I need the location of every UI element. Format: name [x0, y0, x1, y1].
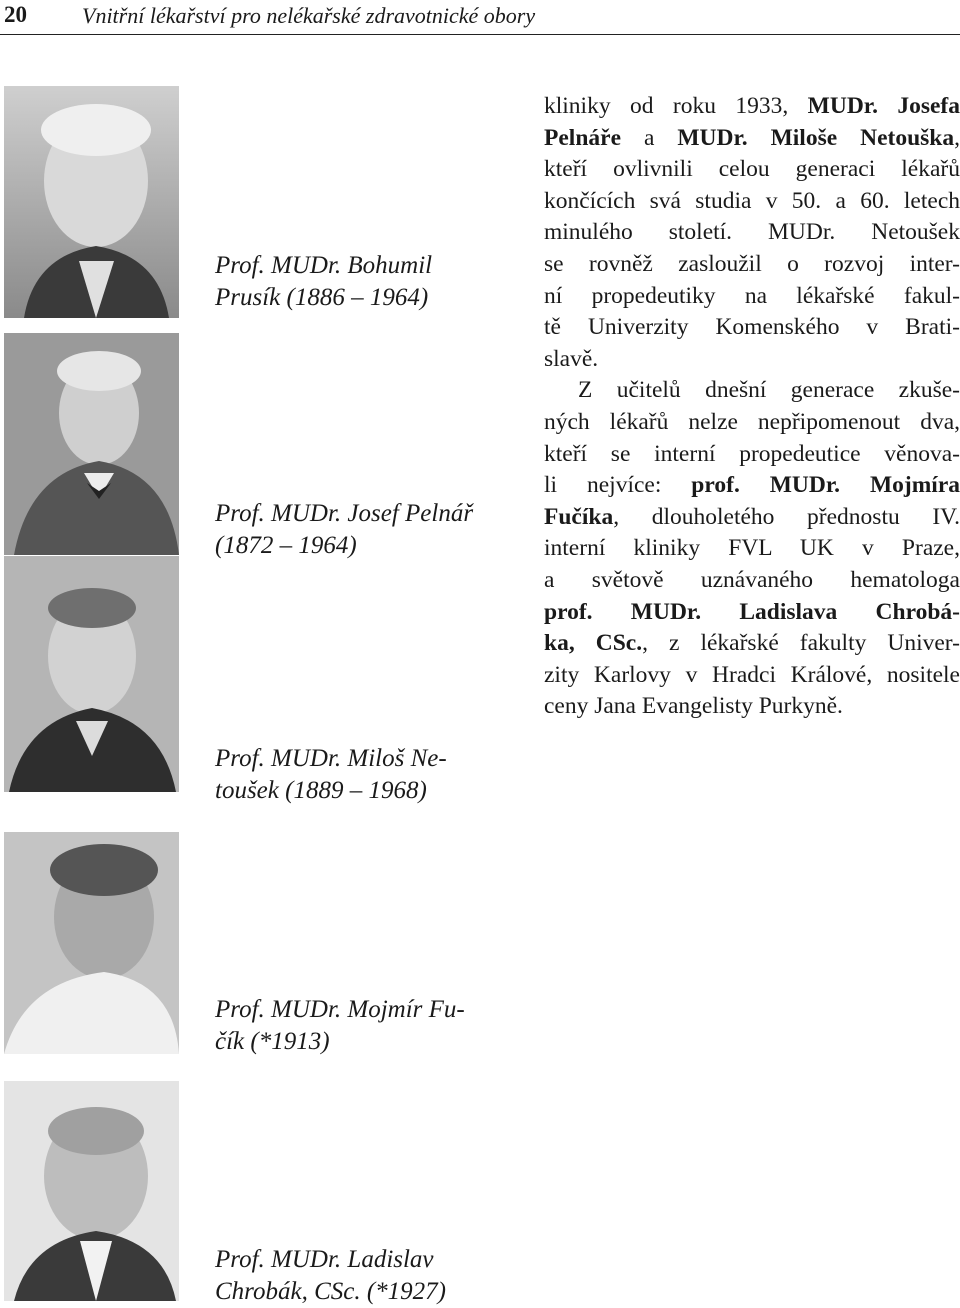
header-rule: [0, 34, 960, 35]
caption-line: Prof. MUDr. Miloš Ne-: [215, 745, 447, 772]
caption-line: čík (*1913): [215, 1028, 330, 1055]
text-line: interní kliniky FVL UK v Praze,: [544, 535, 960, 562]
text-line: Z učitelů dnešní generace zkuše-: [578, 377, 960, 404]
text-line: kteří ovlivnili celou generaci lékařů: [544, 156, 960, 183]
text-line: ka, CSc., z lékařské fakulty Univer-: [544, 630, 960, 657]
page-header: [0, 0, 960, 36]
running-title: Vnitřní lékařství pro nelékařské zdravotnické obory: [82, 3, 536, 28]
text-line: kliniky od roku 1933, MUDr. Josefa: [544, 93, 960, 119]
caption-netousek: [215, 743, 515, 807]
text-line: se rovněž zasloužil o rozvoj inter-: [544, 250, 960, 277]
text-line: tě Univerzity Komenského v Brati-: [544, 314, 960, 341]
portrait-icon: [4, 832, 179, 1054]
text-line: končících svá studia v 50. a 60. letech: [544, 187, 960, 214]
text-line: Fučíka, dlouholetého přednostu IV.: [544, 503, 960, 530]
text-line: Pelnáře a MUDr. Miloše Netouška,: [544, 124, 960, 151]
portrait-icon: [4, 1081, 179, 1301]
portrait-icon: [4, 86, 179, 318]
text-line: minulého století. MUDr. Netoušek: [544, 219, 960, 246]
caption-line: Prof. MUDr. Mojmír Fu-: [215, 996, 465, 1023]
body-text-column: [544, 91, 960, 723]
text-line: zity Karlovy v Hradci Králové, nositele: [544, 661, 960, 688]
portrait-icon: [4, 333, 179, 555]
caption-pelnar: [215, 498, 515, 562]
caption-line: Chrobák, CSc. (*1927): [215, 1278, 446, 1305]
portrait-photo-chrobak: [4, 1081, 179, 1301]
caption-line: (1872 – 1964): [215, 532, 357, 559]
caption-line: Prof. MUDr. Bohumil: [215, 252, 433, 279]
portrait-photo-prusik: [4, 86, 179, 318]
page-number: 20: [4, 2, 27, 27]
text-line: kteří se interní propedeutice věnova-: [544, 440, 960, 467]
text-line: a světově uznávaného hematologa: [544, 566, 960, 593]
text-line: ných lékařů nelze nepřipomenout dva,: [544, 408, 960, 435]
caption-prusik: [215, 250, 515, 314]
caption-line: Prof. MUDr. Ladislav: [215, 1246, 434, 1273]
text-line: slavě.: [544, 345, 599, 372]
text-line: ní propedeutiky na lékařské fakul-: [544, 282, 960, 309]
text-line: ceny Jana Evangelisty Purkyně.: [544, 693, 843, 720]
portrait-photo-netousek: [4, 556, 179, 792]
caption-line: Prusík (1886 – 1964): [215, 284, 429, 311]
text-line: prof. MUDr. Ladislava Chrobá-: [544, 598, 960, 625]
caption-line: toušek (1889 – 1968): [215, 777, 427, 804]
portrait-photo-fucik: [4, 832, 179, 1054]
portrait-photo-pelnar: [4, 333, 179, 555]
caption-fucik: [215, 994, 515, 1058]
caption-chrobak: [215, 1244, 515, 1308]
text-line: li nejvíce: prof. MUDr. Mojmíra: [544, 472, 960, 499]
caption-line: Prof. MUDr. Josef Pelnář: [215, 500, 474, 527]
portrait-icon: [4, 556, 179, 792]
